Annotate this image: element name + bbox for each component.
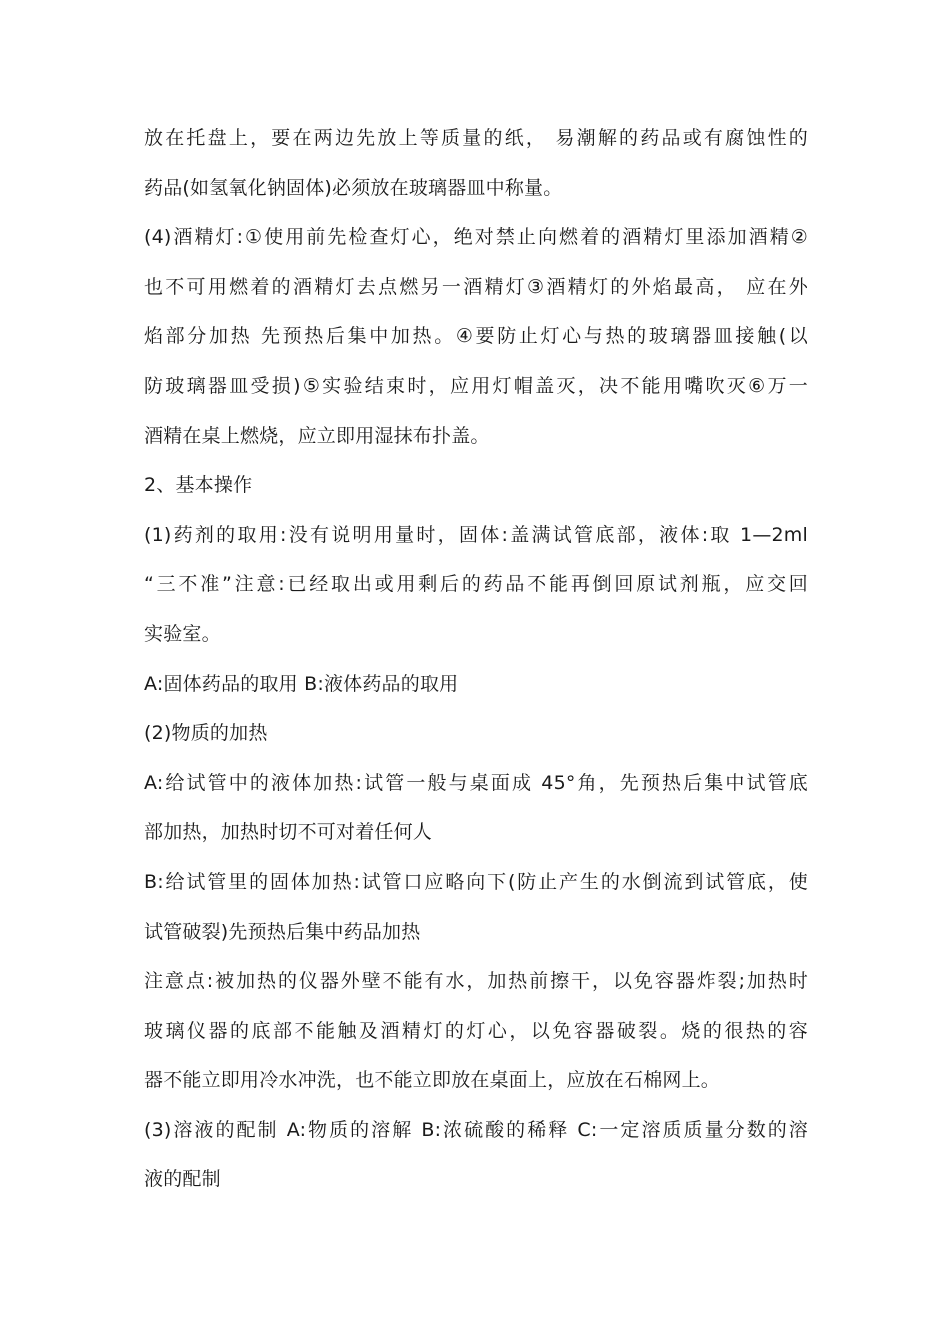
text-line: 部加热，加热时切不可对着任何人 — [144, 821, 433, 844]
text-line: 注意点:被加热的仪器外壁不能有水，加热前擦干，以免容器炸裂;加热时 — [144, 970, 808, 993]
text-line: 液的配制 — [144, 1168, 221, 1191]
text-line: 实验室。 — [144, 622, 221, 645]
text-line: (3)溶液的配制 A:物质的溶解 B:浓硫酸的稀释 C:一定溶质质量分数的溶 — [144, 1118, 808, 1141]
body-text — [144, 114, 808, 1205]
text-line: “三不准”注意:已经取出或用剩后的药品不能再倒回原试剂瓶，应交回 — [144, 573, 808, 596]
text-line: 试管破裂)先预热后集中药品加热 — [144, 920, 421, 943]
text-line: A:固体药品的取用 B:液体药品的取用 — [144, 672, 459, 695]
text-line: 焰部分加热 先预热后集中加热。④要防止灯心与热的玻璃器皿接触(以 — [144, 325, 808, 348]
text-line: 器不能立即用冷水冲洗，也不能立即放在桌面上，应放在石棉网上。 — [144, 1069, 721, 1092]
text-line: (4)酒精灯:①使用前先检查灯心，绝对禁止向燃着的酒精灯里添加酒精② — [144, 226, 808, 249]
text-line: (1)药剂的取用:没有说明用量时，固体:盖满试管底部，液体:取 1—2ml — [144, 523, 808, 546]
text-line: 玻璃仪器的底部不能触及酒精灯的灯心，以免容器破裂。烧的很热的容 — [144, 1019, 808, 1042]
text-line: 酒精在桌上燃烧，应立即用湿抹布扑盖。 — [144, 424, 490, 447]
text-line: 药品(如氢氧化钠固体)必须放在玻璃器皿中称量。 — [144, 176, 563, 199]
section-heading: 2、基本操作 — [144, 474, 253, 497]
text-line: 也不可用燃着的酒精灯去点燃另一酒精灯③酒精灯的外焰最高， 应在外 — [144, 275, 808, 298]
text-line: 防玻璃器皿受损)⑤实验结束时，应用灯帽盖灭，决不能用嘴吹灭⑥万一 — [144, 374, 808, 397]
text-line: A:给试管中的液体加热:试管一般与桌面成 45°角，先预热后集中试管底 — [144, 771, 808, 794]
text-line: 放在托盘上，要在两边先放上等质量的纸， 易潮解的药品或有腐蚀性的 — [144, 127, 808, 149]
text-line: B:给试管里的固体加热:试管口应略向下(防止产生的水倒流到试管底，使 — [144, 870, 808, 893]
subsection-heading: (2)物质的加热 — [144, 722, 268, 745]
